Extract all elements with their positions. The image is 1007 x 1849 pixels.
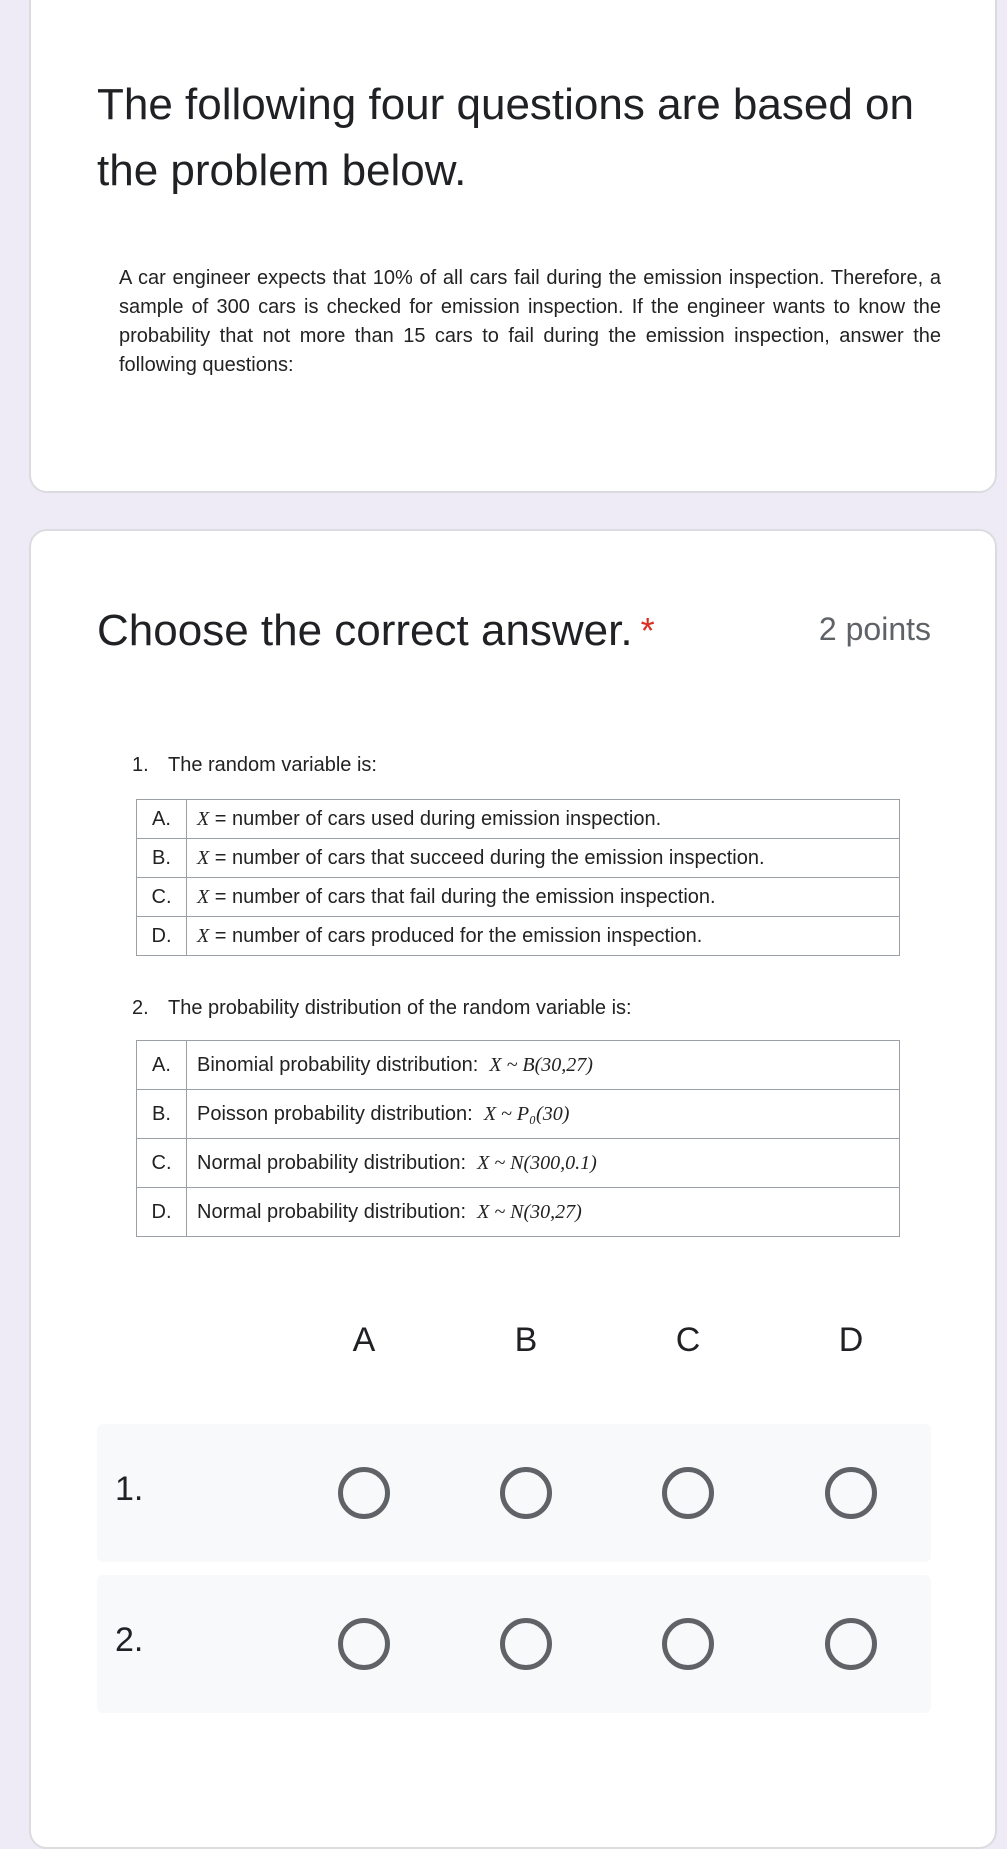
option-description: = number of cars produced for the emission inspection.	[209, 924, 703, 947]
option-variable: X	[197, 924, 210, 947]
options-table-1	[136, 799, 900, 956]
sub-question-text: The probability distribution of the random variable is:	[168, 997, 632, 1019]
table-row	[137, 878, 900, 917]
radio-row2-a[interactable]	[338, 1618, 390, 1670]
question-points: 2 points	[818, 611, 931, 647]
radio-row1-a[interactable]	[338, 1467, 390, 1519]
table-row	[137, 1139, 900, 1188]
option-letter: C.	[137, 1139, 187, 1188]
option-letter: C.	[137, 878, 187, 917]
sub-question-2	[132, 997, 632, 1020]
radio-row2-b[interactable]	[500, 1618, 552, 1670]
table-row	[137, 1041, 900, 1090]
grid-row-2	[97, 1575, 931, 1713]
option-variable: X	[197, 807, 210, 830]
option-description: Binomial probability distribution:	[197, 1053, 479, 1076]
grid-row-label: 1.	[115, 1470, 144, 1508]
sub-question-text: The random variable is:	[168, 754, 377, 776]
option-text	[187, 839, 900, 878]
table-row	[137, 917, 900, 956]
radio-row2-d[interactable]	[825, 1618, 877, 1670]
question-card	[29, 529, 997, 1849]
required-marker: *	[640, 610, 655, 651]
option-letter: B.	[137, 839, 187, 878]
radio-row1-b[interactable]	[500, 1467, 552, 1519]
radio-row1-d[interactable]	[825, 1467, 877, 1519]
grid-column-headers	[31, 1321, 995, 1371]
table-row	[137, 839, 900, 878]
option-letter: D.	[137, 1188, 187, 1237]
radio-row2-c[interactable]	[662, 1618, 714, 1670]
option-letter: B.	[137, 1090, 187, 1139]
option-description: Poisson probability distribution:	[197, 1102, 473, 1125]
problem-text: A car engineer expects that 10% of all cars fail during the emission inspection. Therefore, a sample of 300 cars is checked for emission inspection. If the engineer wants to know the probability that not more than 15 cars to fail during the emission inspection, answer the following questions:	[119, 267, 941, 376]
table-row	[137, 1188, 900, 1237]
section-title: The following four questions are based on the problem below.	[97, 80, 914, 195]
option-text	[187, 917, 900, 956]
option-text	[187, 1188, 900, 1237]
option-description: = number of cars used during emission inspection.	[209, 807, 662, 830]
option-formula: X ~ P₀(30)	[483, 1102, 570, 1125]
radio-row1-c[interactable]	[662, 1467, 714, 1519]
question-title	[97, 603, 655, 659]
grid-column-label-c: C	[675, 1321, 701, 1359]
option-formula: X ~ N(30,27)	[477, 1200, 582, 1223]
option-text	[187, 1139, 900, 1188]
options-table-2	[136, 1040, 900, 1237]
option-description: = number of cars that fail during the emission inspection.	[209, 885, 716, 908]
grid-row-1	[97, 1424, 931, 1562]
option-description: Normal probability distribution:	[197, 1200, 467, 1223]
sub-question-1	[132, 754, 377, 777]
option-variable: X	[197, 846, 210, 869]
option-text	[187, 800, 900, 839]
grid-row-label: 2.	[115, 1621, 144, 1659]
option-variable: X	[197, 885, 210, 908]
grid-column-label-d: D	[838, 1321, 864, 1359]
option-letter: A.	[137, 1041, 187, 1090]
section-header-card	[29, 0, 997, 493]
grid-column-label-b: B	[514, 1321, 538, 1359]
sub-question-number: 2.	[132, 997, 149, 1019]
grid-column-label-a: A	[352, 1321, 376, 1359]
option-text	[187, 1090, 900, 1139]
option-text	[187, 878, 900, 917]
option-letter: D.	[137, 917, 187, 956]
option-formula: X ~ B(30,27)	[489, 1053, 593, 1076]
option-description: = number of cars that succeed during the emission inspection.	[209, 846, 765, 869]
sub-question-number: 1.	[132, 754, 149, 776]
option-text	[187, 1041, 900, 1090]
option-letter: A.	[137, 800, 187, 839]
table-row	[137, 800, 900, 839]
question-title-text: Choose the correct answer.	[97, 606, 633, 655]
option-description: Normal probability distribution:	[197, 1151, 467, 1174]
option-formula: X ~ N(300,0.1)	[477, 1151, 597, 1174]
table-row	[137, 1090, 900, 1139]
